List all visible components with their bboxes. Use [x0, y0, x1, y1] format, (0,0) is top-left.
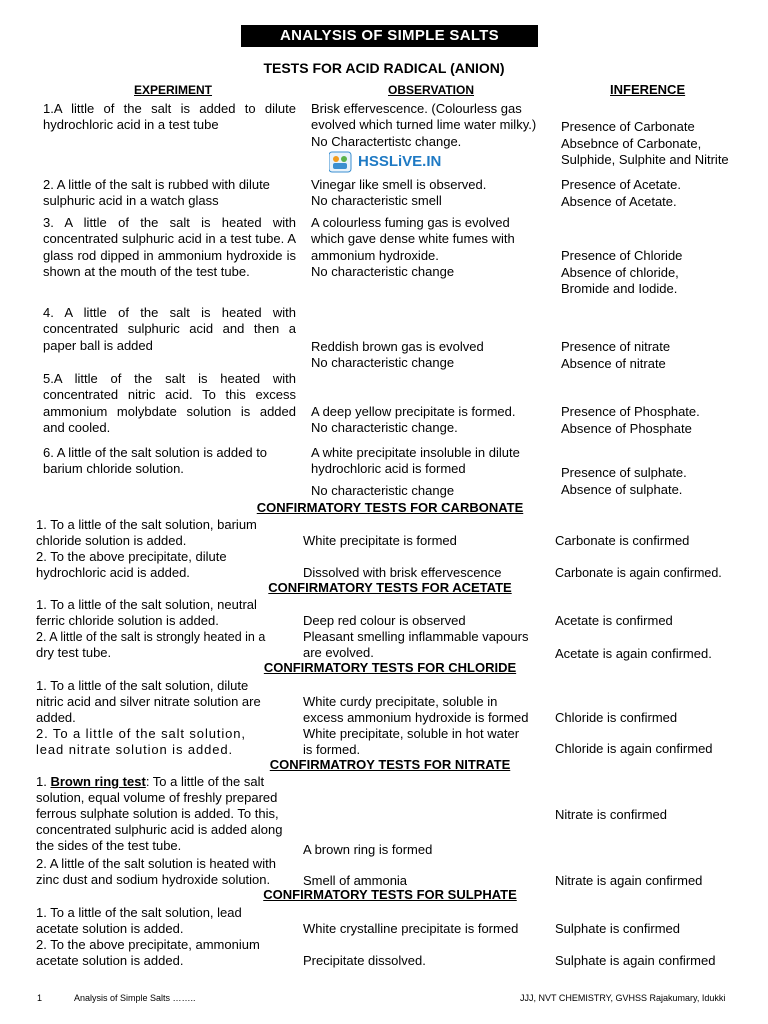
sulphate-test-1-observation: White crystalline precipitate is formed	[303, 921, 519, 936]
chloride-test-2-observation: White precipitate, soluble in hot water is formed.	[303, 726, 520, 757]
anion-test-2-inference: Presence of Acetate. Absence of Acetate.	[561, 177, 681, 209]
acetate-test-1-experiment: 1. To a little of the salt solution, neutral ferric chloride solution is added.	[36, 597, 257, 628]
anion-test-1-inference: Presence of Carbonate Absebnce of Carbonate, Sulphide, Sulphite and Nitrite	[561, 119, 729, 168]
nitrate-test-1-inference: Nitrate is confirmed	[555, 807, 667, 822]
anion-test-3-inference: Presence of Chloride Absence of chloride, Bromide and Iodide.	[561, 248, 683, 297]
nitrate-test-1-observation: A brown ring is formed	[303, 842, 433, 857]
chloride-test-1-experiment: 1. To a little of the salt solution, dilute nitric acid and silver nitrate solution are added.	[36, 678, 261, 725]
sulphate-test-1-inference: Sulphate is confirmed	[555, 921, 681, 936]
anion-test-2-experiment: 2. A little of the salt is rubbed with dilute sulphuric acid in a watch glass	[43, 177, 270, 209]
hsslive-logo-text: HSSLiVE.IN	[358, 153, 442, 170]
carbonate-test-2-experiment: 2. To the above precipitate, dilute hydrochloric acid is added.	[36, 549, 227, 580]
acetate-test-1-inference: Acetate is confirmed	[555, 613, 673, 628]
footer-page-number: 1	[37, 993, 43, 1003]
heading-nitrate-tests: CONFIRMATROY TESTS FOR NITRATE	[269, 757, 511, 772]
anion-test-4-observation: Reddish brown gas is evolved No characteristic change	[311, 339, 484, 371]
anion-test-1-observation: Brisk effervescence. (Colourless gas evolved which turned lime water milky.) No Charactertistc change.	[311, 101, 537, 149]
chloride-test-1-inference: Chloride is confirmed	[555, 710, 678, 725]
nitrate-test-2-experiment: 2. A little of the salt solution is heated with zinc dust and sodium hydroxide solution.	[36, 856, 276, 887]
acetate-test-1-observation: Deep red colour is observed	[303, 613, 466, 628]
sulphate-test-2-experiment: 2. To the above precipitate, ammonium acetate solution is added.	[36, 937, 260, 968]
sulphate-test-1-experiment: 1. To a little of the salt solution, lead acetate solution is added.	[36, 905, 242, 936]
anion-test-5-inference: Presence of Phosphate. Absence of Phosphate	[561, 404, 700, 436]
anion-test-3-observation: A colourless fuming gas is evolved which gave dense white fumes with ammonium hydroxide. No characteristic change	[311, 215, 515, 279]
chloride-test-1-observation: White curdy precipitate, soluble in excess ammonium hydroxide is formed	[303, 694, 529, 725]
document-title: ANALYSIS OF SIMPLE SALTS	[241, 25, 538, 47]
heading-sulphate-tests: CONFIRMATORY TESTS FOR SULPHATE	[263, 887, 517, 902]
footer-credit: JJJ, NVT CHEMISTRY, GVHSS Rajakumary, Idukki	[520, 993, 726, 1003]
carbonate-test-2-observation: Dissolved with brisk effervescence	[303, 565, 502, 580]
anion-test-6-observation: A white precipitate insoluble in dilute hydrochloric acid is formed No characteristic change	[311, 445, 520, 498]
heading-carbonate-tests: CONFIRMATORY TESTS FOR CARBONATE	[256, 500, 524, 515]
nitrate-test-2-inference: Nitrate is again confirmed	[555, 873, 703, 888]
nitrate-test-2-observation: Smell of ammonia	[303, 873, 408, 888]
acetate-test-2-inference: Acetate is again confirmed.	[555, 646, 712, 661]
sulphate-test-2-inference: Sulphate is again confirmed	[555, 953, 716, 968]
chloride-test-2-inference: Chloride is again confirmed	[555, 741, 713, 756]
heading-chloride-tests: CONFIRMATORY TESTS FOR CHLORIDE	[263, 660, 517, 675]
nitrate-test-1-experiment: 1. Brown ring test: To a little of the salt solution, equal volume of freshly prepared ferrous sulphate solution is added. To this, concentrated sulphuric acid is added along the sides of the test tube.	[36, 774, 283, 853]
footer-doc-title: Analysis of Simple Salts ……..	[74, 993, 196, 1003]
acetate-test-2-observation: Pleasant smelling inflammable vapours are evolved.	[303, 629, 529, 660]
brown-ring-test-label: Brown ring test	[50, 774, 146, 789]
acetate-test-2-experiment: 2. A little of the salt is strongly heated in a dry test tube.	[36, 630, 266, 660]
anion-test-6-inference: Presence of sulphate. Absence of sulphate.	[561, 465, 687, 497]
carbonate-test-2-inference: Carbonate is again confirmed.	[555, 566, 722, 580]
anion-test-5-observation: A deep yellow precipitate is formed. No characteristic change.	[311, 404, 516, 436]
column-header-observation: OBSERVATION	[388, 83, 475, 97]
carbonate-test-1-experiment: 1. To a little of the salt solution, barium chloride solution is added.	[36, 517, 257, 548]
heading-acetate-tests: CONFIRMATORY TESTS FOR ACETATE	[268, 580, 512, 595]
anion-test-4-experiment: 4. A little of the salt is heated with concentrated sulphuric acid and then a paper ball is added	[43, 305, 296, 353]
carbonate-test-1-inference: Carbonate is confirmed	[555, 533, 690, 548]
chloride-test-2-experiment: 2. To a little of the salt solution, lead nitrate solution is added.	[36, 726, 246, 757]
anion-test-5-experiment: 5.A little of the salt is heated with concentrated nitric acid. To this excess ammonium molybdate solution is added and cooled.	[43, 371, 296, 435]
column-header-experiment: EXPERIMENT	[134, 83, 213, 97]
sulphate-test-2-observation: Precipitate dissolved.	[303, 953, 426, 968]
anion-test-4-inference: Presence of nitrate Absence of nitrate	[561, 339, 671, 371]
carbonate-test-1-observation: White precipitate is formed	[303, 533, 457, 548]
column-header-inference: INFERENCE	[610, 82, 686, 97]
anion-test-2-observation: Vinegar like smell is observed. No characteristic smell	[311, 177, 487, 209]
section-title-anion: TESTS FOR ACID RADICAL (ANION)	[263, 60, 505, 76]
anion-test-6-experiment: 6. A little of the salt solution is added to barium chloride solution.	[43, 445, 268, 477]
anion-test-3-experiment: 3. A little of the salt is heated with concentrated sulphuric acid in a test tube. A glass rod dipped in ammonium hydroxide is shown at the mouth of the test tube.	[43, 215, 296, 279]
anion-test-1-experiment: 1.A little of the salt is added to dilute hydrochloric acid in a test tube	[43, 101, 296, 133]
